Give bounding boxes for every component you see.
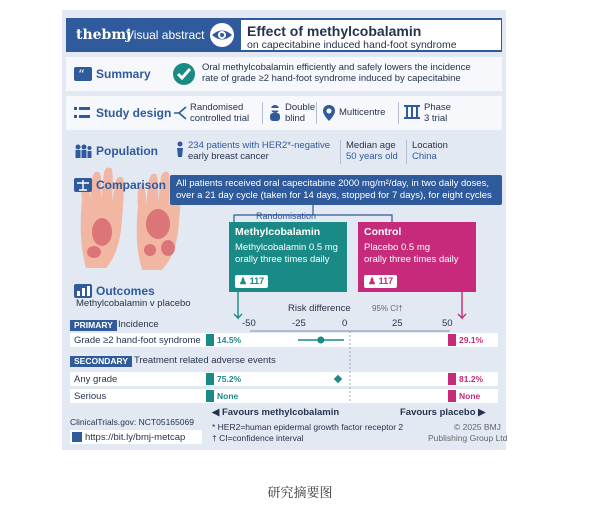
outcomes-subtitle: Methylcobalamin v placebo xyxy=(76,298,191,309)
secondary-tag: SECONDARY xyxy=(70,356,132,367)
favours-placebo: Favours placebo ▶ xyxy=(400,407,486,418)
copyright-line1: © 2025 BMJ xyxy=(454,422,501,432)
url-link[interactable]: https://bit.ly/bmj-metcap xyxy=(70,430,202,444)
footnote-her2: * HER2=human epidermal growth factor receptor 2 xyxy=(212,422,404,432)
comparison-banner: All patients received oral capecitabine 2000 mg/m²/day, in two daily doses, over a 21 day cycle (taken for 14 days, stopped for 7 days), for eight cycles xyxy=(170,175,502,205)
favours-methylcobalamin: ◀ Favours methylcobalamin xyxy=(212,407,340,418)
bmj-logo: thebmj xyxy=(76,27,132,43)
design-phase: Phase 3 trial xyxy=(424,102,451,124)
population-label: Population xyxy=(96,144,158,158)
trial-registration[interactable]: ClinicalTrials.gov: NCT05165069 xyxy=(70,417,194,427)
methylcobalamin-arrow xyxy=(234,292,242,318)
result-row: Grade ≥2 hand-foot syndrome 14.5% 29.1% xyxy=(70,333,498,347)
footnote-ci: † CI=confidence interval xyxy=(212,433,304,443)
axis-tick-label: 0 xyxy=(342,318,348,329)
risk-difference-label: Risk difference xyxy=(288,303,351,314)
arm-control: Control Placebo 0.5 mg orally three times daily ♟ 117 xyxy=(358,222,476,292)
arm-count: ♟ 117 xyxy=(364,275,397,288)
primary-text: Incidence xyxy=(118,319,159,330)
methylcobalamin-pill: 14.5% xyxy=(206,334,244,346)
primary-tag: PRIMARY xyxy=(70,320,117,331)
methylcobalamin-pill: None xyxy=(206,390,241,402)
qr-icon xyxy=(72,432,82,442)
design-double-blind: Double blind xyxy=(285,102,316,124)
randomisation-label: Randomisation xyxy=(256,211,317,221)
axis-tick-label: -25 xyxy=(292,318,306,329)
copyright-line2: Publishing Group Ltd xyxy=(428,433,508,443)
summary-label: Summary xyxy=(96,67,151,81)
abstract-subtitle: on capecitabine induced hand-foot syndrome xyxy=(247,39,457,51)
population-location: Location China xyxy=(412,140,448,162)
svg-text:“: “ xyxy=(78,68,85,81)
result-row: Serious None None xyxy=(70,389,498,403)
point-estimate xyxy=(334,375,342,383)
arm-methylcobalamin: Methylcobalamin Methylcobalamin 0.5 mg orally three times daily ♟ 117 xyxy=(229,222,347,292)
axis-tick-label: -50 xyxy=(242,318,256,329)
study-design-label: Study design xyxy=(96,106,172,120)
placebo-pill: 81.2% xyxy=(448,373,486,385)
point-estimate xyxy=(317,337,324,344)
ci-label: 95% CI† xyxy=(372,304,403,313)
outcomes-label: Outcomes xyxy=(96,284,155,298)
population-age: Median age 50 years old xyxy=(346,140,398,162)
secondary-text: Treatment related adverse events xyxy=(134,355,276,366)
axis-tick-label: 50 xyxy=(442,318,453,329)
placebo-arrow xyxy=(458,292,466,318)
design-multicentre: Multicentre xyxy=(339,107,386,118)
abstract-title: Effect of methylcobalamin xyxy=(247,23,422,39)
arm-count: ♟ 117 xyxy=(235,275,268,288)
comparison-label: Comparison xyxy=(96,178,167,192)
visual-abstract-label: Visual abstract xyxy=(126,28,205,42)
axis-tick-label: 25 xyxy=(392,318,403,329)
placebo-pill: None xyxy=(448,390,483,402)
methylcobalamin-pill: 75.2% xyxy=(206,373,244,385)
summary-text: Oral methylcobalamin efficiently and safely lowers the incidence rate of grade ≥2 hand-foot syndrome induced by capecitabine xyxy=(202,62,471,84)
design-randomised: Randomised controlled trial xyxy=(190,102,250,124)
placebo-pill: 29.1% xyxy=(448,334,486,346)
population-patients: 234 patients with HER2*-negative early breast cancer xyxy=(188,140,331,162)
result-row: Any grade 75.2% 81.2% xyxy=(70,372,498,386)
figure-caption: 研究摘要图 xyxy=(267,486,333,501)
